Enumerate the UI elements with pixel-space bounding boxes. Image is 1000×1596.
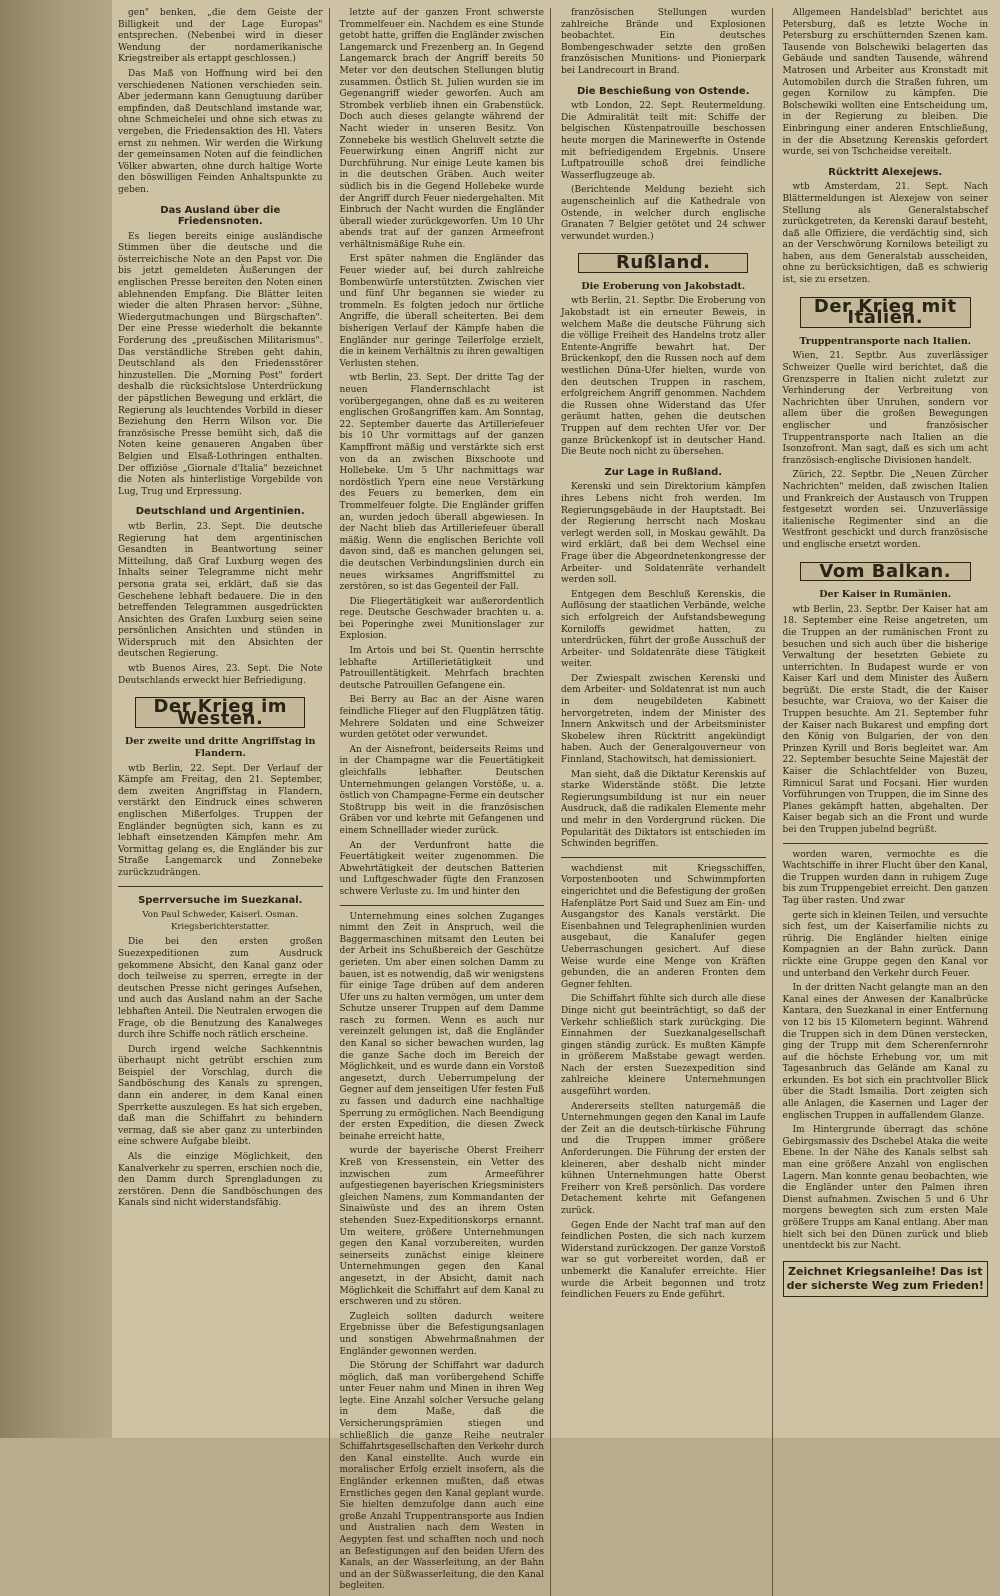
subheading-truppentransporte: Truppentransporte nach Italien. [799,335,972,347]
book-spine-edge [0,0,114,1438]
paragraph: In der dritten Nacht gelangte man an den Kanal eines der Anwesen der Kanalbrücke Kantara, den Suezkanal in einer Entfernung von 12 bis 15 Kilometern beginnt. Während die Truppen sich in dem Dünen verstecken, ging der Trupp mit dem Scherenfernrohr auf die höchste Erhebung vor, um mit Tagesanbruch das Gelände am Kanal zu erkunden. Es bot sich ein prachtvoller Blick über die Stadt Ismailia. Dort zeigten sich alle Anlagen, die Kasernen und Lager der englischen Truppen in auffallendem Glanze. [782,983,988,1121]
subheading-ostende: Die Beschießung von Ostende. [576,85,750,97]
subheading-jakobstadt: Die Eroberung von Jakobstadt. [581,280,746,292]
article-flandern [118,764,323,880]
paragraph: Andererseits stellten naturgemäß die Unternehmungen gegen den Kanal im Laufe der Zeit an die deutsch-türkische Führung und die Truppen immer größere Anforderungen. Die Führung der ersten der kleineren, aber deshalb nicht minder kühnen Unternehmungen hatte Oberst Freiherr von Kreß persönlich. Das vordere Detachement kehrte mit Gefangenen zurück. [561,1101,766,1216]
paragraph: Gegen Ende der Nacht traf man auf den feindlichen Posten, die sich nach kurzem Widerstand zurückzogen. Der ganze Vorstoß war so gut vorbereitet worden, daß er unbemerkt die Kanalufer erreichte. Hier wurde die Arbeit begonnen und trotz feindlichen Feuers zu Ende geführt. [561,1220,766,1301]
paragraph: Als die einzige Möglichkeit, den Kanalverkehr zu sperren, erschien noch die, den Damm durch Sprengladungen zu zerstören. Denn die Sandböschungen des Kanals sind nicht widerstandsfähig. [118,1152,323,1209]
column-2 [340,8,552,1596]
column-3 [561,8,773,1596]
article-truppentransporte [783,351,989,551]
section-heading-westen: Der Krieg im Westen. [135,697,305,728]
subheading-ausland: Das Ausland über die Friedensnoten. [160,204,281,228]
paragraph: wtb Amsterdam, 21. Sept. Nach Blättermeldungen ist Alexejew von seiner Stellung als Generalstabschef zurückgetreten, da Kerenski darauf besteht, daß alle Offiziere, die verdächtig sind, sich an der Verschwörung Kornilows beteiligt zu haben, aus dem Generalstab ausscheiden, ohne zu berücksichtigen, daß es schwierig ist, sie zu ersetzen. [782,182,988,286]
paragraph: Die bei den ersten großen Suezexpeditionen zum Ausdruck gekommene Absicht, den Kanal ganz oder doch teilweise zu sperren, erregte in der deutschen Presse nicht geringes Aufsehen, und auch das Ausland nahm an der Sache lebhaften Anteil. Die Neutralen erwogen die Frage, ob die Benutzung des Kanalweges durch ihre Schiffe noch rätlich erscheine. [118,937,323,1041]
article-suezkanal-continued [340,912,545,1593]
subheading-flandern: Der zweite und dritte Angriffstag in Flandern. [125,736,316,760]
article-suezkanal [118,937,323,1210]
paragraph: Allgemeen Handelsblad" berichtet aus Petersburg, daß es letzte Woche in Petersburg zu erschütternden Szenen kam. Tausende von Bolschewiki belagerten das Gebäude und sandten Tausende, während Matrosen und Arbeiter aus Kronstadt mit Automobilen durch die Straßen fuhren, um gegen Kornilow zu kämpfen. Die Bolschewiki wollten eine Entscheidung um, in der Regierung zu bleiben. Die Einbringung einer anderen Entschließung, in der die Absetzung Kerenskis gefordert wurde, sei von Tschcheidse vereitelt. [782,8,988,158]
article-ausland [118,232,323,499]
subheading-lage-russland: Zur Lage in Rußland. [604,466,723,478]
intro-text [118,8,323,197]
paragraph: worden waren, vermochte es die Wachtschiffe in ihrer Flucht über den Kanal, die Truppen wurden dann in ruhigem Zuge bis zum Truppengebiet erreicht. Den ganzen Tag über rasten. Und zwar [782,849,988,906]
paragraph: wachdienst mit Kriegsschiffen, Vorpostenbooten und Schwimmpforten eingerichtet und die Befestigung der großen Hafenplätze Port Said und Suez am Ein- und Ausgangstor des Kanals verstärkt. Die Eisenbahnen und Telegraphenlinien wurden ausgebaut, die Kanalufer gegen Ueberraschungen gesichert. Auf diese Weise wurde eine Menge von Kräften gebunden, die an anderen Fronten dem Gegner fehlten. [561,863,766,990]
paragraph: (Berichtende Meldung bezieht sich augenscheinlich auf die Kathedrale von Ostende, in welcher durch englische Granaten 7 Belgier getötet und 24 schwer verwundet wurden.) [561,185,766,242]
paragraph: Im Hintergrunde überragt das schöne Gebirgsmassiv des Dschebel Ataka die weite Ebene. In der Nähe des Kanals selbst sah man eine größere Anzahl von englischen Lagern. Man konnte genau beobachten, wie die Engländer unter den Palmen ihren Dienst aufnahmen. Zwischen 5 und 6 Uhr morgens bewegten sich zum ersten Male größere Trupps am Kanal entlang. Aber man hielt sich bei den Dünen zurück und blieb unentdeckt bis zur Nacht. [782,1125,988,1252]
article-kaiser-rumaenien [783,605,989,837]
section-heading-italien: Der Krieg mit Italien. [800,297,971,328]
column-divider [340,905,545,906]
paragraph: Bei Berry au Bac an der Aisne waren feindliche Flieger auf den Flugplätzen tätig. Mehrere Soldaten und eine Schweizer wurden getötet oder verwundet. [339,695,544,741]
article-petersburg [783,8,989,159]
paragraph: Es liegen bereits einige ausländische Stimmen über die deutsche und die österreichische Note an den Papst vor. Die bis jetzt gemeldeten Äußerungen der englischen Presse bereiten den Noten einen ablehnenden Empfang. Die Blätter leiten wieder die alten Phrasen hervor: „Sühne, Wiedergutmachungen und Bürgschaften". Der eine Presse wiederholt die bekannte Forderung des „preußischen Militarismus". Das verständliche Streben geht dahin, Deutschland als den Friedensstörer hinzustellen. Die „Morning Post" fordert deshalb die rücksichtslose Unterdrückung der päpstlichen Bewegung und erklärt, die Regierung als leuchtendes Vorbild in dieser Beziehung den Herrn Wilson vor. Die französische Presse bemüht sich, daß die Noten keine genaueren Angaben über Belgien und Elsaß-Lothringen enthalten. Der offiziöse „Giornale d'Italia" bezeichnet die Noten als hinterlistige Vorgebilde von Lug, Trug und Erpressung. [118,231,323,497]
article-suezkanal-continued-2 [561,864,766,1302]
paragraph: gerte sich in kleinen Teilen, und versuchte sich fest, um der Kaiserfamilie nichts zu rührig. Die Engländer hielten einige Kompagnien an der Bahn zurück. Dann rückte eine Gruppe gegen den Kanal vor und unterband den Verkehr durch Feuer. [782,910,988,979]
paragraph: wurde der bayerische Oberst Freiherr Kreß von Kressenstein, ein Vetter des inzwischen zum Armeeführer aufgestiegenen bayerischen Kriegsministers gleichen Namens, zum Kommandanten der Sinaiwüste und des an ihrem Osten stehenden Suez-Expeditionskorps ernannt. Um weitere, größere Unternehmungen gegen den Kanal vorzubereiten, wurden seinerseits zunächst einige kleinere Unternehmungen gegen den Kanal angesetzt, in der Absicht, damit nach Möglichkeit die Schiffahrt auf dem Kanal zu erschweren und zu stören. [339,1146,544,1308]
column-4 [783,8,995,1596]
paragraph: wtb Berlin, 22. Sept. Der Verlauf der Kämpfe am Freitag, den 21. September, dem zweiten Angriffstag in Flandern, verstärkt den Eindruck eines schweren englischen Mißerfolges. Truppen der Engländer begnügten sich, kann es zu lebhaft einsetzenden Kämpfen mehr. Am Vormittag gelang es, die Engländer bis zur Straße Langemarck und Zonnebeke zurückzudrängen. [118,763,323,878]
paragraph: Erst später nahmen die Engländer das Feuer wieder auf, bei durch zahlreiche Bombenwürfe unterstützten. Zwischen vier und fünf Uhr begannen sie wieder zu trommeln. Es folgten jedoch nur örtliche Angriffe, die überall scheiterten. Bei dem bisherigen Verlauf der Kämpfe haben die Engländer nur geringe Teilerfolge erzielt, die in keinem Verhältnis zu ihren gewaltigen Verlusten stehen. [339,254,544,369]
article-jakobstadt [561,296,766,458]
paragraph: französischen Stellungen wurden zahlreiche Brände und Explosionen beobachtet. Ein deutsches Bombengeschwader setzte den großen französischen Munitions- und Pionierpark bei Landrecourt in Brand. [561,8,766,76]
paragraph: wtb Buenos Aires, 23. Sept. Die Note Deutschlands erweckt hier Befriedigung. [118,664,323,686]
column-divider [118,886,323,887]
paragraph: letzte auf der ganzen Front schwerste Trommelfeuer ein. Nachdem es eine Stunde getobt hatte, griffen die Engländer zwischen Langemarck und Frezenberg an. In Gegend Langemarck brach der Angriff bereits 50 Meter vor den deutschen Stellungen blutig zusammen. Östlich St. Julien wurden sie im Gegenangriff wieder geworfen. Auch am Strombek verblieb ihnen ein Grabenstück. Doch auch dieses gelangte während der Nacht wieder in unseren Besitz. Von Zonnebeke bis westlich Gheluvelt setzte die Feuerwirkung einen Angriff nicht zur Durchführung. Nur einige Leute kamen bis in die deutschen Gräben. Auch weiter südlich bis in die Gegend Hollebeke wurde der Angriff durch Feuer niedergehalten. Mit Einbruch der Nacht wurden die Engländer überall wieder zurückgeworfen. Um 10 Uhr abends trat auf der ganzen Armeefront verhältnismäßige Ruhe ein. [339,8,544,250]
article-argentinien [118,522,323,687]
article-ostende [561,101,766,243]
byline-schweder: Von Paul Schweder, Kaiserl. Osman. Kriegsberichterstatter. [142,910,299,932]
paragraph: Durch irgend welche Sachkenntnis überhaupt nicht getrübt erschien zum Beispiel der Vorschlag, durch die Sandböschung des Kanals zu sprengen, dann ein anderer, in dem Kanal einen Sperrkette auszulegen. Es hat sich ergeben, daß man die Schiffahrt zu behindern vermag, daß sie aber ganz zu unterbinden eine schwere Aufgabe bleibt. [118,1044,323,1148]
article-suezkanal-continued-3 [783,850,989,1253]
section-heading-russland: Rußland. [578,253,748,273]
article-front-continued [561,8,766,78]
paragraph: Das Maß von Hoffnung wird bei den verschiedenen Nationen verschieden sein. Aber jedermann kann Genugtuung darüber empfinden, daß Deutschland imstande war, ohne Schmeichelei und ohne sich etwas zu vergeben, die Friedensaktion des Hl. Vaters ernst zu nehmen. Wir werden die Wirkung der gemeinsamen Noten auf die feindlichen Völker abwarten, ohne durch haltige Worte den böswilligen Feinden Anhaltspunkte zu geben. [118,68,323,195]
paragraph: Im Artois und bei St. Quentin herrschte lebhafte Artillerietätigkeit und Patrouillentätigkeit. Mehrfach brachten deutsche Patrouillen Gefangene ein. [339,646,544,691]
paragraph: Unternehmung eines solchen Zuganges nimmt den Zeit in Anspruch, weil die Baggermaschinen mitsamt den Leuten bei der Arbeit ins Schußbereich der Geschütze gerieten. Um aber einen solchen Damm zu bauen, ist es notwendig, daß wir wenigstens für einige Tage drüben auf dem anderen Ufer uns zu halten vermögen, um unter dem Schutze unserer Truppen auf dem Damme rasch zu formen. Wenn es auch nur vereinzelt gelungen ist, daß die Engländer den Kanal so sicher bewachen wurden, lag die ganze Sache doch im Bereich der Möglichkeit, und es wurde dann ein Vorstoß angesetzt, durch Ueberrumpelung der Gegner auf dem jenseitigen Ufer festen Fuß zu fassen und dadurch eine nachhaltige Sperrung zu ermöglichen. Nach Beendigung der ersten Expedition, die diesen Zweck beinahe erreicht hatte, [339,911,544,1142]
paragraph: An der Verdunfront hatte die Feuertätigkeit weiter zugenommen. Die Abwehrtätigkeit der deutschen Batterien und Luftgeschwader fügte den Franzosen schwere Verluste zu. Im und hinter den [339,840,544,897]
paragraph: Entgegen dem Beschluß Kerenskis, die Auflösung der staatlichen Verbände, welche sich erfolgreich der Aufstandsbewegung Korniloffs gewidmet hatten, zu unterdrücken, führt der große Ausschuß der Arbeiter- und Soldatenräte diese Tätigkeit weiter. [561,589,766,670]
paragraph: Der Zwiespalt zwischen Kerenski und dem Arbeiter- und Soldatenrat ist nun auch in dem neugebildeten Kabinett hervorgetreten, indem der Minister des Innern Ankwitsch und der Arbeitsminister Skobelew ihren Rücktritt angekündigt haben. Auch der Generalgouverneur von Finnland, Stachowitsch, hat demissioniert. [561,673,766,766]
paragraph: An der Aisnefront, beiderseits Reims und in der Champagne war die Feuertätigkeit gleichfalls lebhafter. Deutschen Unternehmungen gelangen Vorstöße, u. a. östlich von Champagne-Ferme ein deutscher Stoßtrupp bis weit in die französischen Gräben vor und kehrte mit Gefangenen und einem Schnelllader wieder zurück. [339,744,544,836]
paragraph: wtb London, 22. Sept. Reutermeldung. Die Admiralität teilt mit: Schiffe der belgischen Küstenpatrouille beschossen heute morgen die Marinewerfte in Ostende mit befriedigendem Ergebnis. Unsere Luftpatrouille schoß drei feindliche Wasserflugzeuge ab. [561,101,766,181]
subheading-suezkanal: Sperrversuche im Suezkanal. [138,894,303,906]
paragraph: Kerenski und sein Direktorium kämpfen ihres Lebens nicht froh werden. Im Regierungsgebäude in der Hauptstadt. Bei der Regierung herrscht nach Moskau verlegt werden soll, in Moskau gewählt. Da wird erklärt, daß bei dem Wechsel eine Frage über die Abgeordnetenkongresse der Arbeiter- und Soldatenräte verhandelt werden soll. [561,482,766,586]
section-heading-balkan: Vom Balkan. [800,562,971,582]
article-alexejew [783,182,989,286]
article-lage-russland [561,482,766,850]
war-bond-slogan: Zeichnet Kriegsanleihe! Das ist der sicherste Weg zum Frieden! [783,1261,989,1297]
subheading-kaiser-rumaenien: Der Kaiser in Rumänien. [819,589,952,601]
paragraph: Zürich, 22. Septbr. Die „Neuen Zürcher Nachrichten" melden, daß zwischen Italien und Frankreich der Austausch von Truppen festgesetzt worden sei. Unzuverlässige italienische Regimenter sind an die Westfront geschickt und durch französische und englische ersetzt worden. [782,470,988,550]
paragraph: Die Schiffahrt fühlte sich durch alle diese Dinge nicht gut beeinträchtigt, so daß der Verkehr schließlich stark zurückging. Die Einnahmen der Suezkanalgesellschaft gingen ständig zurück. Es mußten Kämpfe in größerem Maßstabe gewagt werden. Nach der ersten Suezexpedition sind zahlreiche kleinere Unternehmungen ausgeführt worden. [561,994,766,1098]
paragraph: wtb Berlin, 23. Sept. Die deutsche Regierung hat dem argentinischen Gesandten in Beantwortung seiner Mitteilung, daß Graf Luxburg wegen des Inhalts seiner Telegramme nicht mehr persona grata sei, erklärt, daß sie das Geschehene lebhaft bedauere. Die in den betreffenden Telegrammen ausgedrückten Ansichten des Grafen Luxburg seien seine persönlichen Ansichten und stünden in Widerspruch mit den Absichten der deutschen Regierung. [118,521,323,660]
subheading-alexejew: Rücktritt Alexejews. [828,166,943,178]
paragraph: Die Fliegertätigkeit war außerordentlich rege. Deutsche Geschwader brachten u. a. bei Poperinghe zwei Munitionslager zur Explosion. [339,596,544,642]
paragraph: Die Störung der Schiffahrt war dadurch möglich, daß man vorübergehend Schiffe unter Feuer nahm und Minen in ihren Weg legte. Eine Anzahl solcher Versuche gelang in dem Maße, daß die Versicherungsprämien stiegen und schließlich die ganze Reihe neutraler Schiffahrtsgesellschaften den Verkehr durch den Kanal einstellte. Auch wurde ein moralischer Erfolg erzielt insofern, als die Engländer erkennen mußten, daß etwas Ernstliches gegen den Kanal geplant wurde. Sie hielten demzufolge dann auch eine große Anzahl Truppentransporte aus Indien und Australien nach dem Westen in Aegypten fest und schafften noch und noch an Befestigungen auf den beiden Ufern des Kanals, an der Wasserleitung, an der Bahn und an der Süßwasserleitung, die den Kanal begleiten. [339,1361,544,1592]
newspaper-page [112,0,1000,1592]
paragraph: wtb Berlin, 23. Septbr. Der Kaiser hat am 18. September eine Reise angetreten, um die Truppen an der rumänischen Front zu besuchen und sich auch über die bisherige Verwaltung der besetzten Gebiete zu unterrichten. In Budapest wurde er von Kaiser Karl und dem Minister des Äußern begrüßt. Die erste Stadt, die der Kaiser besuchte, war Craiova, wo der Kaiser die Truppen besuchte. Am 21. September fuhr der Kaiser nach Bukarest und empfing dort den König von Bulgarien, der von den Prinzen Kyrill und Boris begleitet war. Am 22. September besuchte Seine Majestät der Kaiser die Schlachtfelder von Buzeu, Rimnicul Sarat und Focșani. Hier wurden Vorführungen von Truppen, die im Sinne des Planes gekämpft hatten, abgehalten. Der Kaiser begab sich an die Front und wurde bei den Truppen jubelnd begrüßt. [782,604,988,835]
article-flandern-continued [340,8,545,899]
paragraph: wtb Berlin, 21. Septbr. Die Eroberung von Jakobstadt ist ein erneuter Beweis, in welchem Maße die deutsche Führung sich die völlige Freiheit des Handelns trotz aller Entente-Angriffe bewahrt hat. Der Brückenkopf, den die Russen noch auf dem westlichen Düna-Ufer hielten, wurde von den deutschen Truppen in raschem, erfolgreichem Angriff genommen. Nachdem die Russen ohne Widerstand das Ufer geräumt hatten, gehen die deutschen Truppen auf dem rechten Ufer vor. Der ganze Brückenkopf ist in deutscher Hand. Die Beute noch nicht zu übersehen. [561,296,766,458]
paragraph: gen" benken, „die dem Geiste der Billigkeit und der Lage Europas" entsprechen. (Nebenbei wird in dieser Wendung der nordamerikanische Kriegstreiber als ertappt geschlossen.) [118,8,323,65]
subheading-argentinien: Deutschland und Argentinien. [135,506,305,518]
paragraph: Wien, 21. Septbr. Aus zuverlässiger Schweizer Quelle wird berichtet, daß die Grenzsperre in Italien nicht zuletzt zur Verhinderung der Verbreitung von Nachrichten über Unruhen, sondern vor allem über die großen Bewegungen englischer und französischer Truppentransporte nach Italien an die Isonzofront. Man sagt, daß es sich um acht französisch-englische Divisionen handelt. [782,351,988,466]
column-divider [783,843,989,844]
paragraph: Man sieht, daß die Diktatur Kerenskis auf starke Widerstände stößt. Die letzte Regierungsumbildung ist nur ein neuer Ausdruck, daß die radikalen Elemente mehr und mehr in den Vordergrund rücken. Die Popularität des Diktators ist entschieden im Schwinden begriffen. [561,769,766,850]
column-divider [561,857,766,858]
paragraph: Zugleich sollten dadurch weitere Ergebnisse über die Befestigungsanlagen und sonstigen Abwehrmaßnahmen der Engländer gewonnen werden. [339,1311,544,1357]
newspaper-columns [118,8,994,1592]
paragraph: wtb Berlin, 23. Sept. Der dritte Tag der neuen Flandernschlacht ist vorübergegangen, ohne daß es zu weiteren englischen Großangriffen kam. Am Sonntag, 22. September dauerte das Artilleriefeuer bis 10 Uhr vormittags auf der ganzen Kampffront mäßig und verstärkte sich erst von da an zwischen Bixschoote und Hollebeke. Um 5 Uhr nachmittags war nordöstlich Ypern eine neue Verstärkung des Feuers zu bemerken, dem ein Trommelfeuer folgte. Die Engländer griffen an, wurden jedoch überall abgewiesen. In der Nacht blieb das Artilleriefeuer überall mäßig. Wenn die englischen Berichte voll davon sind, daß es manchen gelungen sei, die deutschen Verbindungslinien durch ein neues wirksames Angriffsmittel zu zerstören, so ist das Gegenteil der Fall. [339,373,544,593]
column-1 [118,8,330,1596]
